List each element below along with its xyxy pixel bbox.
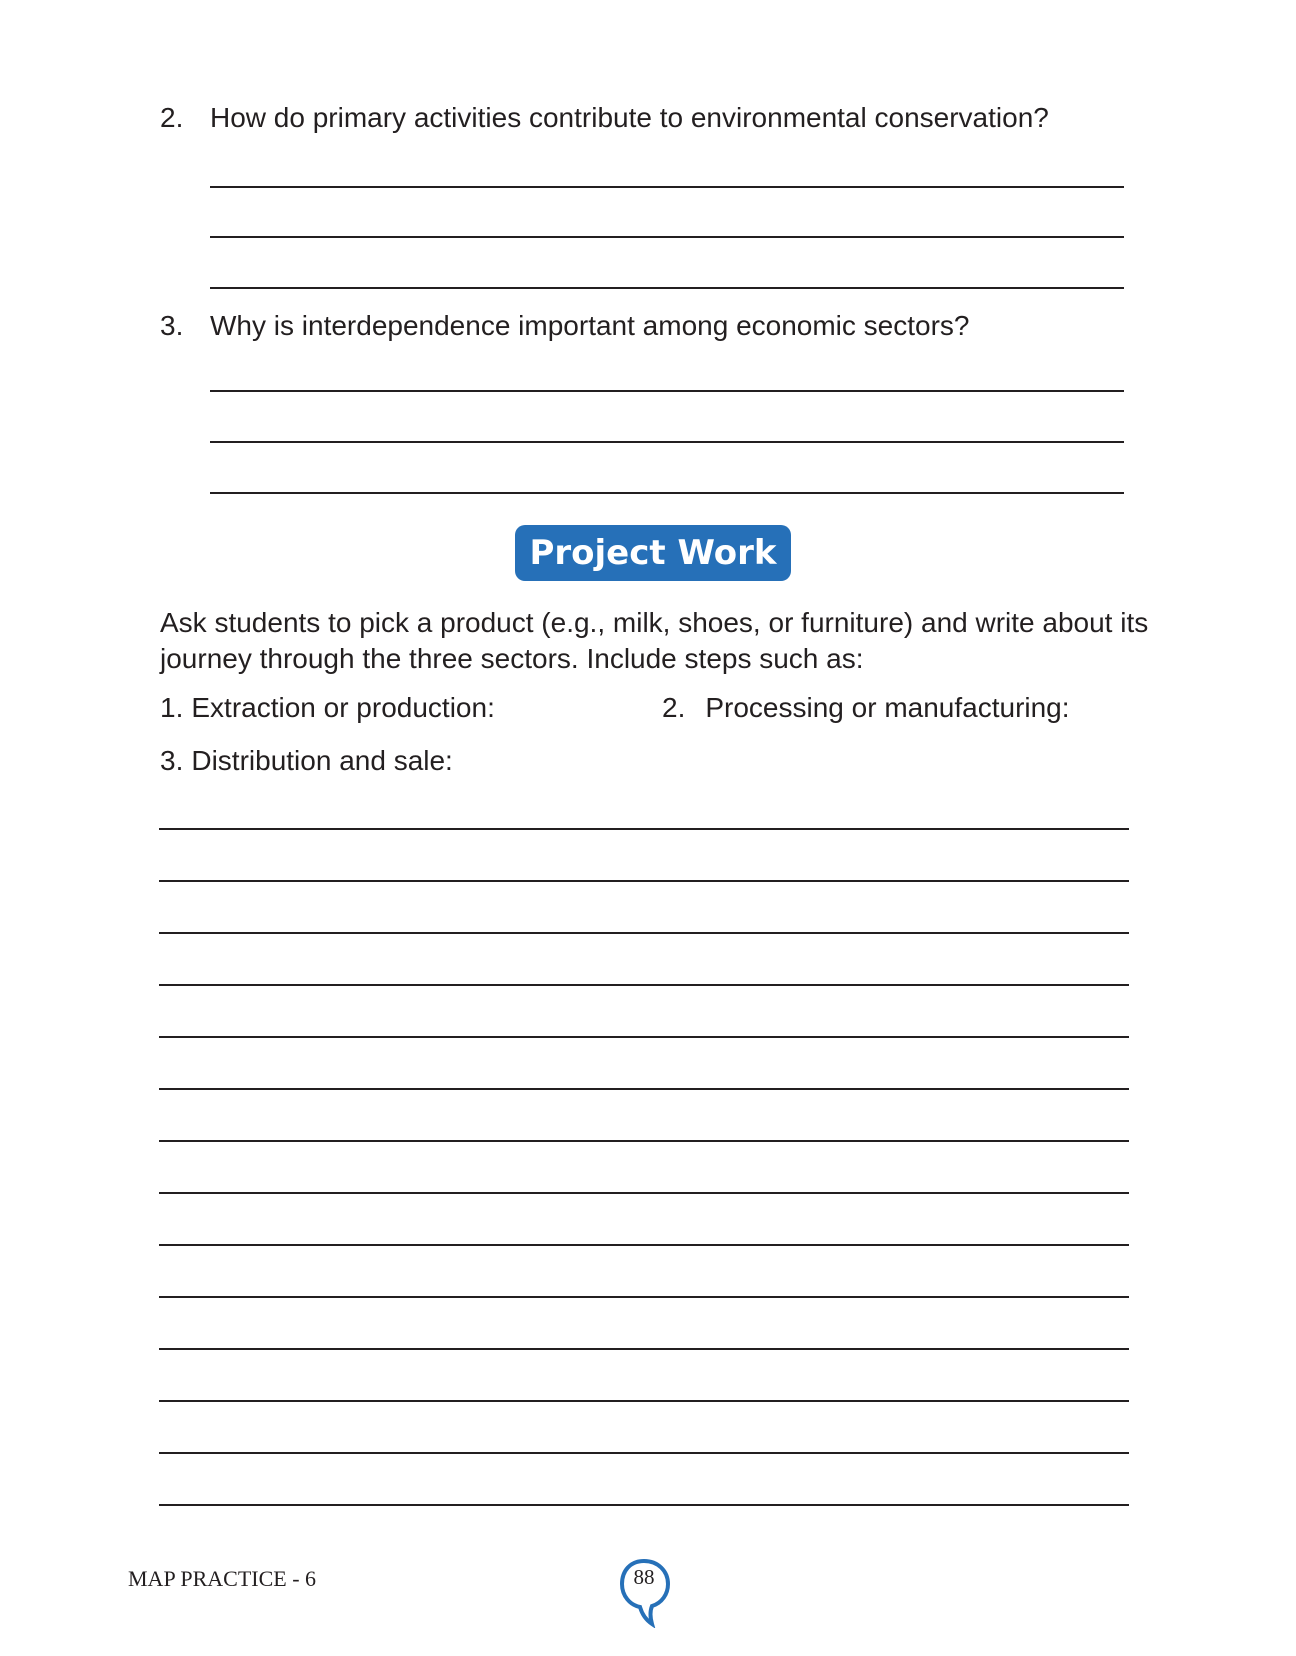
question-2 xyxy=(160,102,1049,134)
project-instructions: Ask students to pick a product (e.g., milk, shoes, or furniture) and write about its journey through the three sectors. Include steps such as: xyxy=(160,607,1149,674)
answer-line[interactable] xyxy=(210,236,1124,238)
step-number: 1. xyxy=(160,692,184,723)
step-label: Extraction or production: xyxy=(191,692,495,723)
writing-line[interactable] xyxy=(159,1400,1129,1402)
writing-line[interactable] xyxy=(159,1140,1129,1142)
step-number: 3. xyxy=(160,745,184,776)
writing-line[interactable] xyxy=(159,828,1129,830)
question-number: 2. xyxy=(160,102,184,133)
answer-line[interactable] xyxy=(210,186,1124,188)
question-3 xyxy=(160,310,970,342)
writing-line[interactable] xyxy=(159,1296,1129,1298)
page-number: 88 xyxy=(633,1565,655,1589)
step-label: Distribution and sale: xyxy=(191,745,453,776)
footer-book-title: MAP PRACTICE - 6 xyxy=(128,1566,317,1591)
answer-line[interactable] xyxy=(210,287,1124,289)
writing-line[interactable] xyxy=(159,1036,1129,1038)
step-3 xyxy=(160,745,453,777)
writing-line[interactable] xyxy=(159,984,1129,986)
step-label: Processing or manufacturing: xyxy=(705,692,1070,723)
project-work-heading: Project Work xyxy=(515,525,791,581)
step-number: 2. xyxy=(662,692,686,723)
writing-line[interactable] xyxy=(159,880,1129,882)
question-text: How do primary activities contribute to environmental conservation? xyxy=(210,102,1049,133)
answer-line[interactable] xyxy=(210,441,1124,443)
writing-line[interactable] xyxy=(159,1192,1129,1194)
writing-line[interactable] xyxy=(159,1088,1129,1090)
step-1 xyxy=(160,692,495,724)
writing-line[interactable] xyxy=(159,1348,1129,1350)
step-2 xyxy=(662,692,1070,724)
writing-line[interactable] xyxy=(159,932,1129,934)
writing-line[interactable] xyxy=(159,1504,1129,1506)
writing-line[interactable] xyxy=(159,1452,1129,1454)
question-text: Why is interdependence important among economic sectors? xyxy=(210,310,970,341)
answer-line[interactable] xyxy=(210,390,1124,392)
question-number: 3. xyxy=(160,310,184,341)
answer-line[interactable] xyxy=(210,492,1124,494)
writing-line[interactable] xyxy=(159,1244,1129,1246)
